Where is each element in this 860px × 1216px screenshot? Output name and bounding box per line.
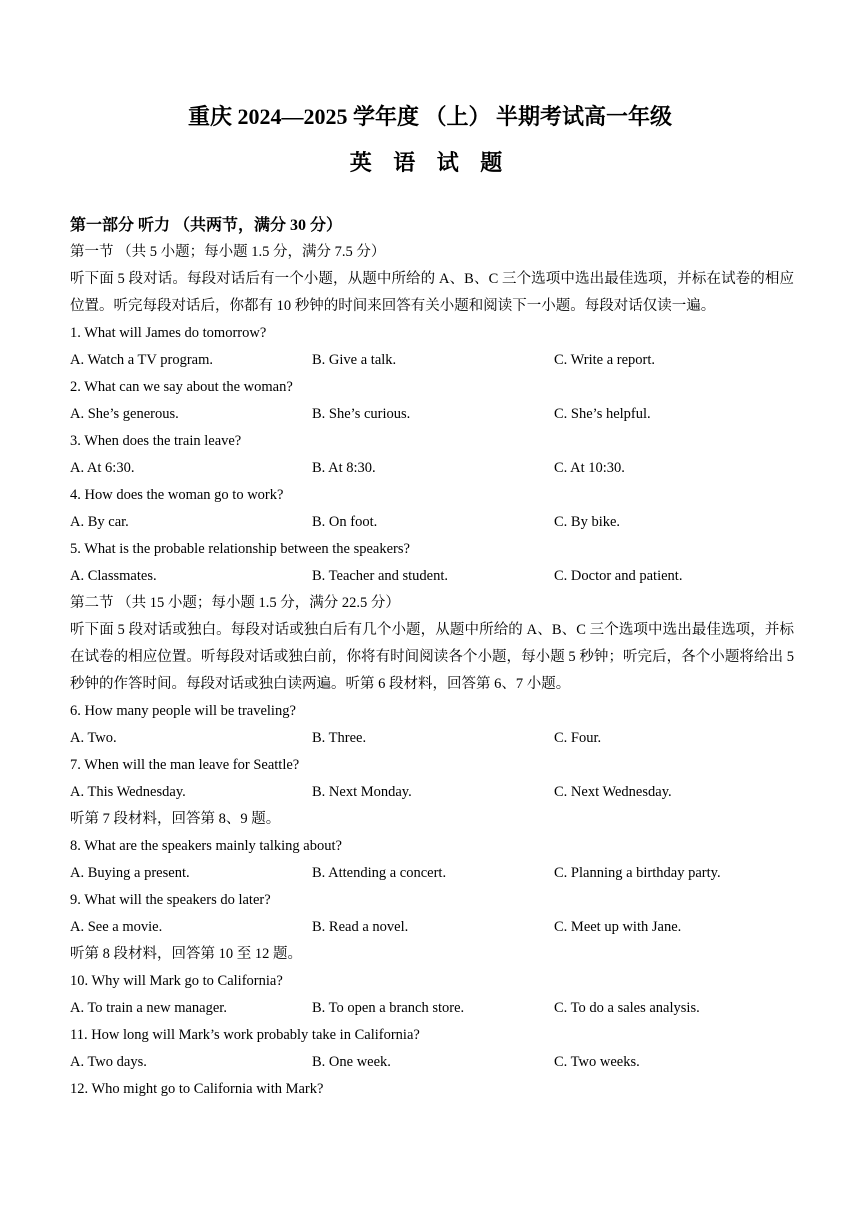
option-b: B. She’s curious. [312, 406, 411, 422]
option-a: A. Classmates. [70, 568, 157, 584]
option-c: C. Meet up with Jane. [554, 919, 682, 935]
question-stem: 2. What can we say about the woman? [70, 379, 293, 395]
exam-content [70, 212, 794, 1103]
option-b: B. Three. [312, 730, 367, 746]
question-options [70, 725, 794, 752]
option-c: C. Two weeks. [554, 1054, 640, 1070]
question-options [70, 347, 794, 374]
question-stem: 5. What is the probable relationship between the speakers? [70, 541, 410, 557]
question-stem: 3. When does the train leave? [70, 433, 242, 449]
option-b: B. Read a novel. [312, 919, 409, 935]
question-options [70, 455, 794, 482]
question-stem: 10. Why will Mark go to California? [70, 973, 283, 989]
exam-title: 重庆 2024—2025 学年度 （上） 半期考试高一年级 [187, 104, 672, 129]
option-c: C. Four. [554, 730, 602, 746]
section1-instructions: 听下面 5 段对话。每段对话后有一个小题，从题中所给的 A、B、C 三个选项中选出最佳选项，并标在试卷的相应位置。听完每段对话后，你都有 10 秒钟的时间来回答有关小题和阅读下一小题。每段对话仅读一遍。 [70, 271, 794, 314]
option-a: A. Two days. [70, 1054, 147, 1070]
question-stem: 6. How many people will be traveling? [70, 703, 296, 719]
material-note: 听第 8 段材料，回答第 10 至 12 题。 [70, 946, 302, 962]
option-b: B. Attending a concert. [312, 865, 447, 881]
option-b: B. Give a talk. [312, 352, 397, 368]
question-options [70, 563, 794, 590]
question-options [70, 509, 794, 536]
option-b: B. Teacher and student. [312, 568, 449, 584]
option-c: C. By bike. [554, 514, 621, 530]
option-a: A. Buying a present. [70, 865, 190, 881]
option-a: A. She’s generous. [70, 406, 179, 422]
question-stem: 7. When will the man leave for Seattle? [70, 757, 300, 773]
question-options [70, 995, 794, 1022]
option-b: B. One week. [312, 1054, 391, 1070]
exam-subtitle: 英 语 试 题 [349, 150, 511, 175]
option-a: A. Watch a TV program. [70, 352, 213, 368]
question-options [70, 401, 794, 428]
option-c: C. At 10:30. [554, 460, 625, 476]
section2-instructions: 听下面 5 段对话或独白。每段对话或独白后有几个小题，从题中所给的 A、B、C 三个选项中选出最佳选项，并标在试卷的相应位置。听每段对话或独白前，你将有时间阅读各个小题，每小题 5 秒钟；听完后，各个小题将给出 5 秒钟的作答时间。每段对话或独白读两遍。听第 6 段材料，回答第 6、7 小题。 [70, 622, 794, 692]
section1-heading: 第一节 （共 5 小题；每小题 1.5 分，满分 7.5 分） [70, 244, 386, 260]
question-options [70, 1049, 794, 1076]
part1-heading: 第一部分 听力 （共两节，满分 30 分） [70, 217, 343, 234]
question-options [70, 779, 794, 806]
option-a: A. At 6:30. [70, 460, 135, 476]
option-b: B. On foot. [312, 514, 378, 530]
option-c: C. Doctor and patient. [554, 568, 683, 584]
question-stem: 12. Who might go to California with Mark? [70, 1081, 324, 1097]
question-stem: 4. How does the woman go to work? [70, 487, 284, 503]
option-b: B. At 8:30. [312, 460, 376, 476]
option-a: A. Two. [70, 730, 117, 746]
option-a: A. By car. [70, 514, 129, 530]
question-stem: 9. What will the speakers do later? [70, 892, 271, 908]
section2-heading: 第二节 （共 15 小题；每小题 1.5 分，满分 22.5 分） [70, 595, 400, 611]
option-c: C. Planning a birthday party. [554, 865, 721, 881]
question-stem: 8. What are the speakers mainly talking about? [70, 838, 342, 854]
option-a: A. See a movie. [70, 919, 163, 935]
question-stem: 1. What will James do tomorrow? [70, 325, 267, 341]
option-b: B. To open a branch store. [312, 1000, 465, 1016]
material-note: 听第 7 段材料，回答第 8、9 题。 [70, 811, 281, 827]
option-c: C. Write a report. [554, 352, 656, 368]
option-a: A. This Wednesday. [70, 784, 186, 800]
option-c: C. She’s helpful. [554, 406, 651, 422]
question-stem: 11. How long will Mark’s work probably take in California? [70, 1027, 420, 1043]
question-options [70, 914, 794, 941]
option-c: C. Next Wednesday. [554, 784, 672, 800]
option-a: A. To train a new manager. [70, 1000, 227, 1016]
question-options [70, 860, 794, 887]
option-c: C. To do a sales analysis. [554, 1000, 700, 1016]
option-b: B. Next Monday. [312, 784, 412, 800]
